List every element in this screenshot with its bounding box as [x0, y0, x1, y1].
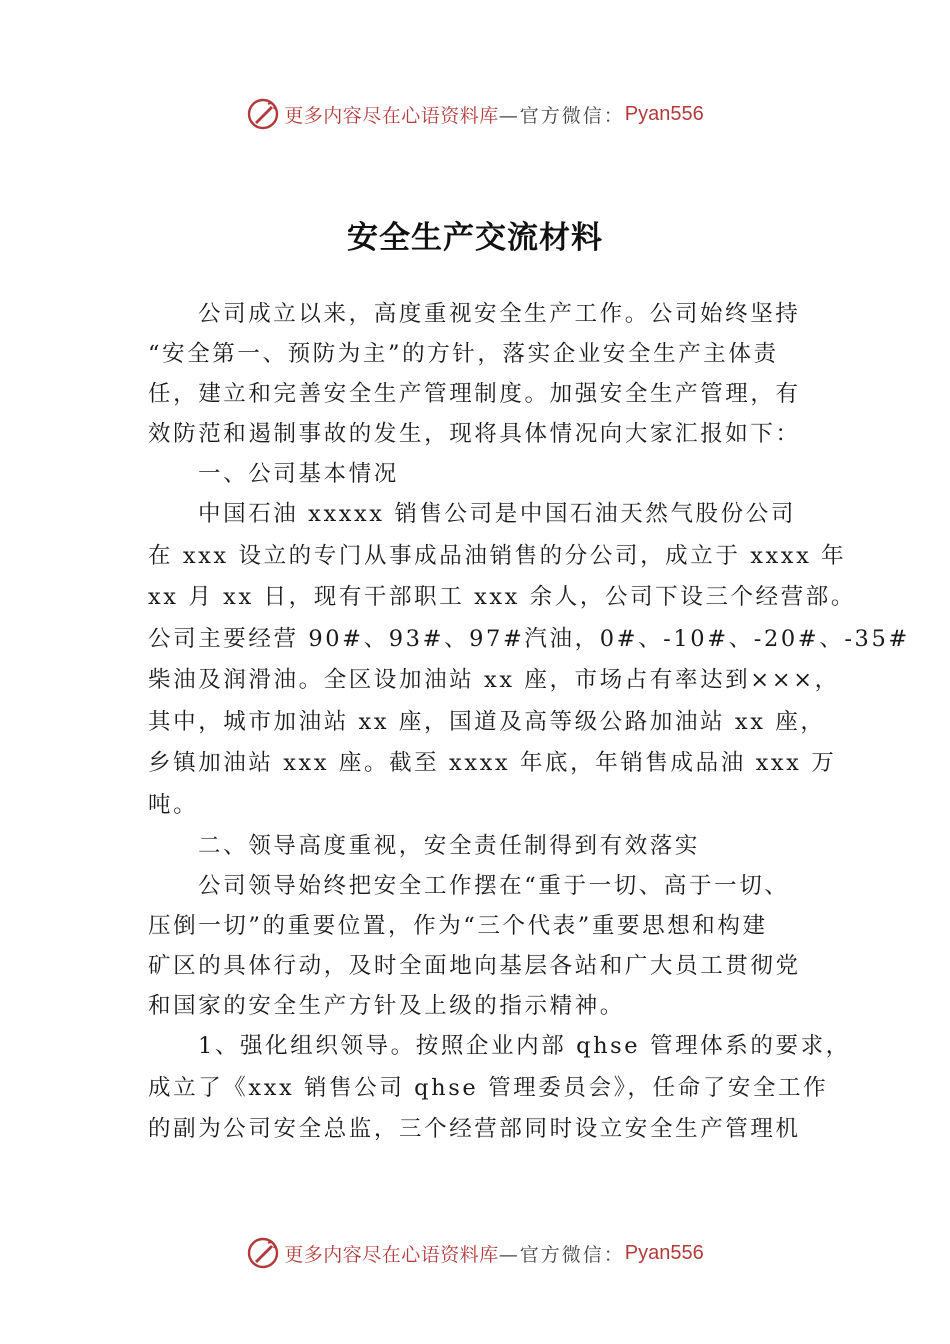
banner-text-dark: —官方微信： — [498, 1243, 625, 1266]
body-line: 公司领导始终把安全工作摆在“重于一切、高于一切、 — [198, 873, 790, 899]
body-line: 其中，城市加油站 xx 座，国道及高等级公路加油站 xx 座， — [148, 708, 826, 735]
body-line: 中国石油 xxxxx 销售公司是中国石油天然气股份公司 — [198, 501, 796, 527]
banner-text-red: 更多内容尽在心语资料库 — [284, 104, 499, 127]
banner-wechat-id: Pyan556 — [624, 102, 704, 125]
banner-wechat-id: Pyan556 — [624, 1241, 704, 1264]
document-title: 安全生产交流材料 — [347, 220, 603, 256]
body-line: 1、强化组织领导。按照企业内部 qhse 管理体系的要求， — [198, 1033, 851, 1059]
section-heading: 二、领导高度重视，安全责任制得到有效落实 — [198, 833, 701, 859]
body-line: 公司主要经营 90#、93#、97#汽油，0#、-10#、-20#、-35# — [148, 625, 910, 652]
document-body — [148, 294, 910, 1151]
body-line: 乡镇加油站 xxx 座。截至 xxxx 年底，年销售成品油 xxx 万 — [148, 750, 837, 776]
body-line: 压倒一切”的重要位置，作为“三个代表”重要思想和构建 — [148, 913, 768, 939]
body-line: 公司成立以来，高度重视安全生产工作。公司始终坚持 — [198, 301, 801, 327]
body-line: 任，建立和完善安全生产管理制度。加强安全生产管理，有 — [148, 381, 801, 407]
banner-text-red: 更多内容尽在心语资料库 — [284, 1243, 499, 1266]
body-line: 吨。 — [148, 791, 199, 818]
section-heading: 一、公司基本情况 — [198, 461, 399, 487]
body-line: 在 xxx 设立的专门从事成品油销售的分公司，成立于 xxxx 年 — [148, 542, 847, 569]
footer-banner — [0, 1233, 950, 1273]
quill-logo-icon — [246, 1236, 280, 1270]
body-line: 柴油及润滑油。全区设加油站 xx 座，市场占有率达到×××， — [148, 667, 840, 693]
body-line: xx 月 xx 日，现有干部职工 xxx 余人，公司下设三个经营部。 — [148, 584, 856, 610]
body-line: “安全第一、预防为主”的方针，落实企业安全生产主体责 — [148, 341, 779, 367]
banner-text-dark: —官方微信： — [498, 104, 625, 127]
body-line: 和国家的安全生产方针及上级的指示精神。 — [148, 993, 625, 1019]
body-line: 效防范和遏制事故的发生，现将具体情况向大家汇报如下： — [148, 421, 801, 447]
body-line: 矿区的具体行动，及时全面地向基层各站和广大员工贯彻党 — [148, 953, 801, 979]
body-line: 成立了《xxx 销售公司 qhse 管理委员会》，任命了安全工作 — [148, 1074, 829, 1101]
body-line: 的副为公司安全总监，三个经营部同时设立安全生产管理机 — [148, 1116, 801, 1142]
quill-logo-icon — [246, 97, 280, 131]
header-banner — [0, 94, 950, 134]
